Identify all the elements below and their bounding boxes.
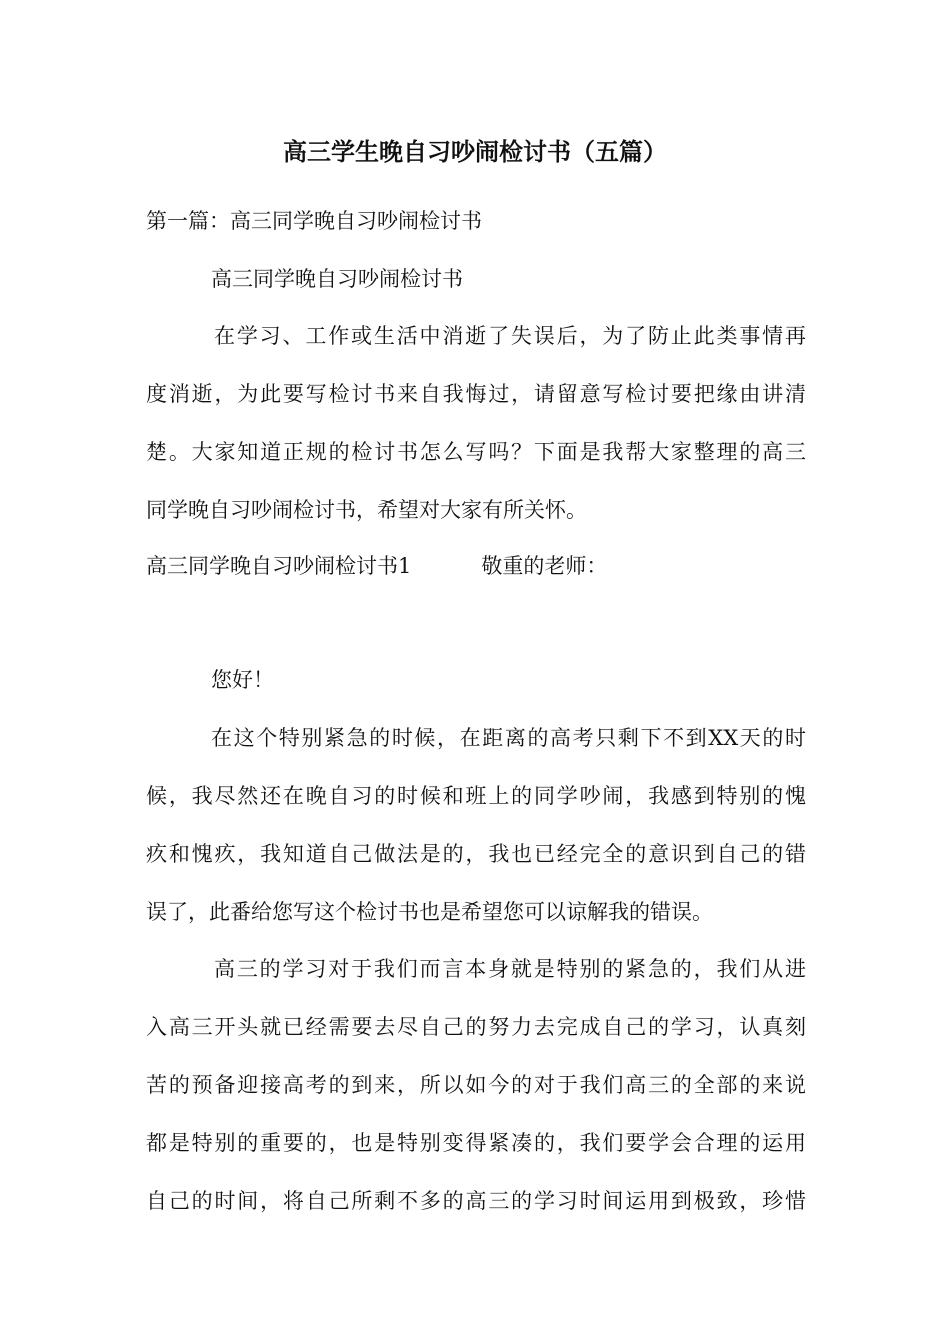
paragraph-line: 都是特别的重要的，也是特别变得紧凑的，我们要学会合理的运用 [146, 1131, 806, 1155]
paragraph-line: 高三的学习对于我们而言本身就是特别的紧急的，我们从进 [214, 957, 806, 981]
paragraph-line: 误了，此番给您写这个检讨书也是希望您可以谅解我的错误。 [146, 900, 713, 924]
salutation: 敬重的老师： [481, 554, 608, 578]
intro-line: 度消逝，为此要写检讨书来自我悔过，请留意写检讨要把缘由讲清 [146, 382, 806, 406]
intro-line: 同学晚自习吵闹检讨书，希望对大家有所关怀。 [146, 498, 587, 522]
subtitle: 高三同学晚自习吵闹检讨书 [211, 267, 463, 291]
section-heading: 第一篇：高三同学晚自习吵闹检讨书 [146, 209, 482, 233]
paragraph-line: 自己的时间，将自己所剩不多的高三的学习时间运用到极致，珍惜 [146, 1189, 806, 1213]
letter-label: 高三同学晚自习吵闹检讨书1 [146, 554, 412, 578]
paragraph-line: 候，我尽然还在晚自习的时候和班上的同学吵闹，我感到特别的愧 [146, 784, 806, 808]
document-title: 高三学生晚自习吵闹检讨书（五篇） [283, 137, 667, 166]
intro-line: 在学习、工作或生活中消逝了失误后，为了防止此类事情再 [214, 324, 806, 348]
paragraph-line: 在这个特别紧急的时候，在距离的高考只剩下不到XX天的时 [211, 726, 806, 750]
paragraph-line: 入高三开头就已经需要去尽自己的努力去完成自己的学习，认真刻 [146, 1015, 806, 1039]
paragraph-line: 疚和愧疚，我知道自己做法是的，我也已经完全的意识到自己的错 [146, 842, 806, 866]
intro-line: 楚。大家知道正规的检讨书怎么写吗？下面是我帮大家整理的高三 [146, 440, 806, 464]
greeting: 您好！ [211, 668, 274, 692]
paragraph-line: 苦的预备迎接高考的到来，所以如今的对于我们高三的全部的来说 [146, 1073, 806, 1097]
letter-heading-row [146, 551, 806, 581]
